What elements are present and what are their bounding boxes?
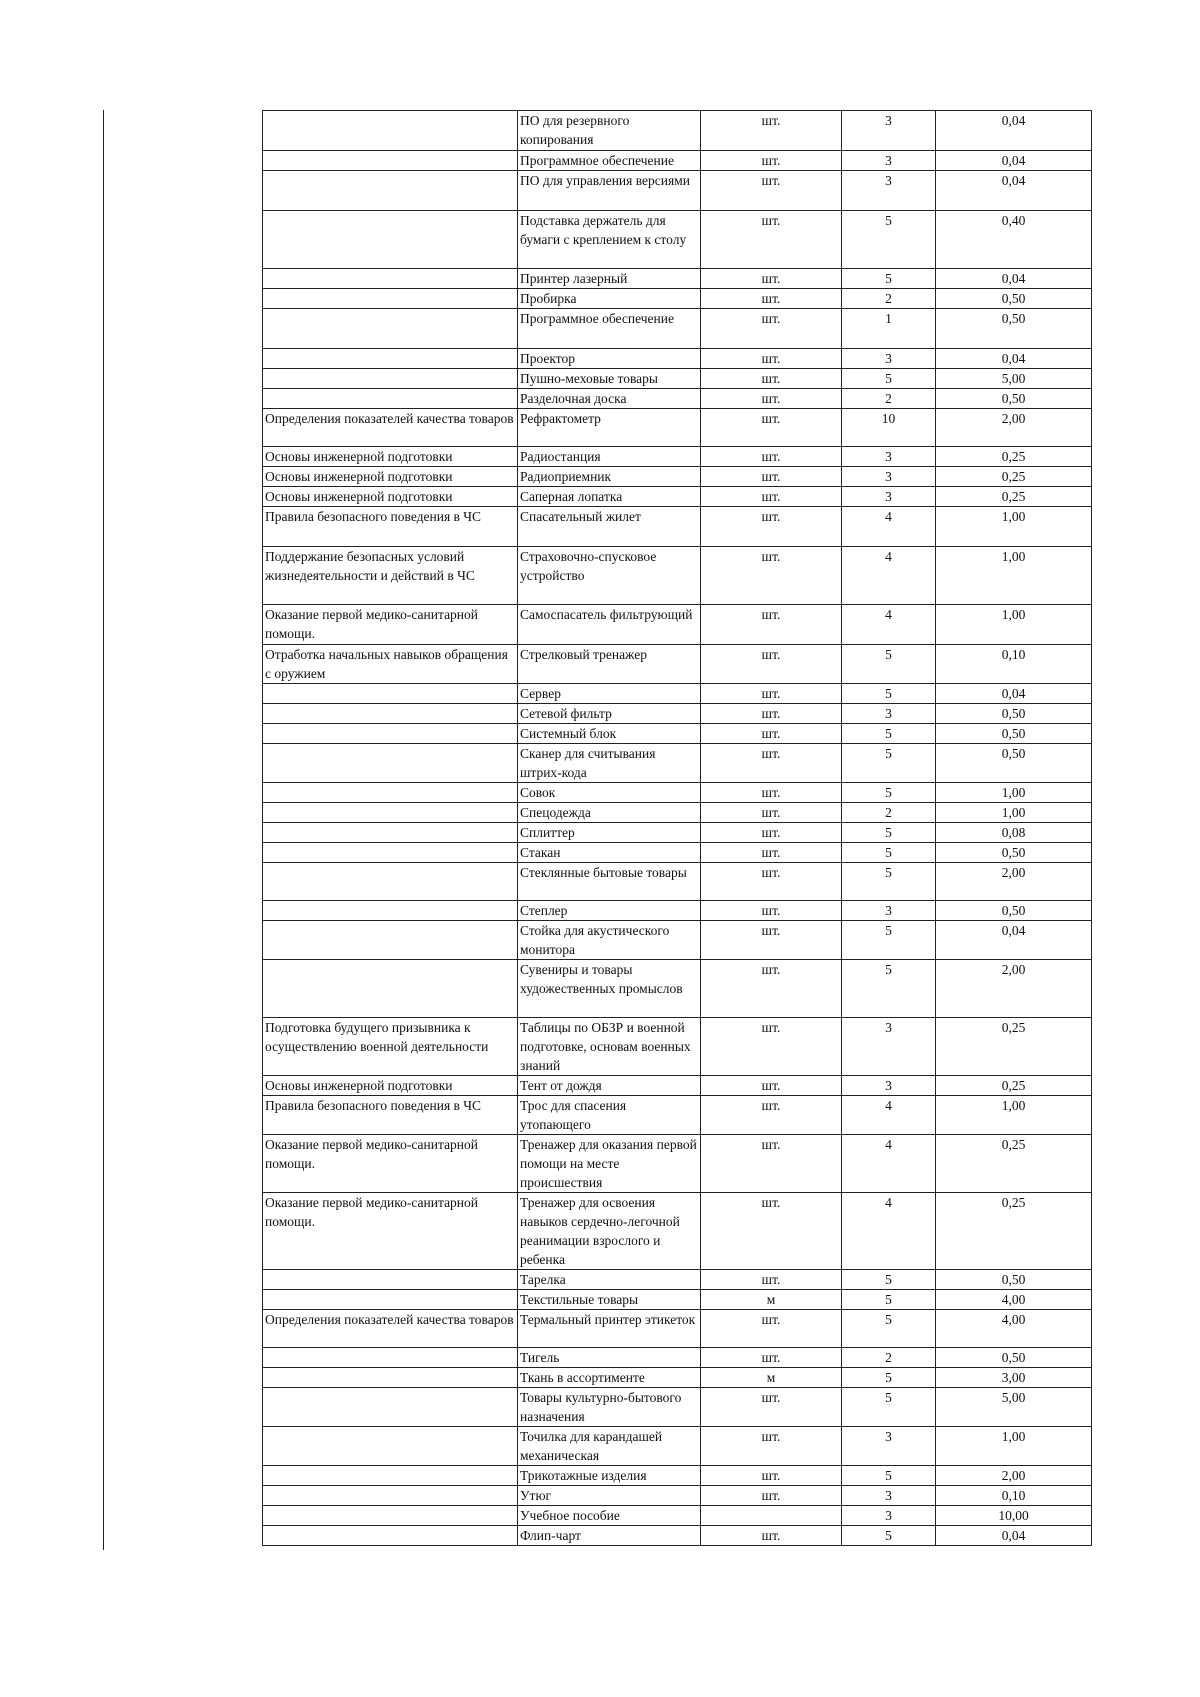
- discipline-cell: Подготовка будущего призывника к осуществлению военной деятельности: [263, 1018, 518, 1076]
- item-cell: Тренажер для освоения навыков сердечно-легочной реанимации взрослого и ребенка: [518, 1193, 701, 1270]
- item-cell: Совок: [518, 783, 701, 803]
- item-cell: Стрелковый тренажер: [518, 645, 701, 684]
- item-cell: Сервер: [518, 684, 701, 704]
- discipline-cell: [263, 803, 518, 823]
- discipline-cell: Оказание первой медико-санитарной помощи.: [263, 605, 518, 645]
- norm-cell: 0,04: [936, 111, 1092, 151]
- table-row: [263, 487, 1092, 507]
- norm-cell: 0,04: [936, 921, 1092, 960]
- unit-cell: шт.: [701, 605, 842, 645]
- table-row: [263, 704, 1092, 724]
- discipline-cell: Поддержание безопасных условий жизнедеятельности и действий в ЧС: [263, 547, 518, 605]
- discipline-cell: Правила безопасного поведения в ЧС: [263, 1096, 518, 1135]
- item-cell: Таблицы по ОБЗР и военной подготовке, основам военных знаний: [518, 1018, 701, 1076]
- discipline-cell: [263, 960, 518, 1018]
- table-row: [263, 1193, 1092, 1270]
- table-row: [263, 1290, 1092, 1310]
- quantity-cell: 5: [842, 823, 936, 843]
- table-row: [263, 960, 1092, 1018]
- quantity-cell: 3: [842, 111, 936, 151]
- unit-cell: шт.: [701, 684, 842, 704]
- quantity-cell: 3: [842, 901, 936, 921]
- table-row: [263, 1368, 1092, 1388]
- norm-cell: 1,00: [936, 803, 1092, 823]
- unit-cell: шт.: [701, 704, 842, 724]
- item-cell: ПО для управления версиями: [518, 171, 701, 211]
- quantity-cell: 3: [842, 1427, 936, 1466]
- quantity-cell: 4: [842, 1096, 936, 1135]
- quantity-cell: 5: [842, 1388, 936, 1427]
- item-cell: Флип-чарт: [518, 1526, 701, 1546]
- table-row: [263, 1348, 1092, 1368]
- discipline-cell: [263, 921, 518, 960]
- quantity-cell: 5: [842, 269, 936, 289]
- unit-cell: шт.: [701, 409, 842, 447]
- item-cell: Текстильные товары: [518, 1290, 701, 1310]
- quantity-cell: 5: [842, 645, 936, 684]
- quantity-cell: 3: [842, 447, 936, 467]
- unit-cell: шт.: [701, 843, 842, 863]
- norm-cell: 0,04: [936, 1526, 1092, 1546]
- discipline-cell: [263, 369, 518, 389]
- item-cell: Стойка для акустического монитора: [518, 921, 701, 960]
- quantity-cell: 2: [842, 1348, 936, 1368]
- discipline-cell: [263, 309, 518, 349]
- table-row: [263, 1018, 1092, 1076]
- table-row: [263, 269, 1092, 289]
- norm-cell: 1,00: [936, 547, 1092, 605]
- norm-cell: 0,50: [936, 389, 1092, 409]
- norm-cell: 2,00: [936, 863, 1092, 901]
- unit-cell: шт.: [701, 171, 842, 211]
- norm-cell: 2,00: [936, 960, 1092, 1018]
- table-row: [263, 369, 1092, 389]
- quantity-cell: 4: [842, 547, 936, 605]
- norm-cell: 1,00: [936, 783, 1092, 803]
- discipline-cell: [263, 901, 518, 921]
- item-cell: Тарелка: [518, 1270, 701, 1290]
- item-cell: Спасательный жилет: [518, 507, 701, 547]
- unit-cell: шт.: [701, 447, 842, 467]
- discipline-cell: [263, 211, 518, 269]
- norm-cell: 0,40: [936, 211, 1092, 269]
- quantity-cell: 5: [842, 369, 936, 389]
- norm-cell: 0,10: [936, 645, 1092, 684]
- unit-cell: шт.: [701, 1310, 842, 1348]
- table-row: [263, 211, 1092, 269]
- table-row: [263, 1506, 1092, 1526]
- discipline-cell: [263, 783, 518, 803]
- item-cell: Разделочная доска: [518, 389, 701, 409]
- unit-cell: шт.: [701, 151, 842, 171]
- unit-cell: шт.: [701, 369, 842, 389]
- norm-cell: 0,08: [936, 823, 1092, 843]
- norm-cell: 5,00: [936, 369, 1092, 389]
- unit-cell: шт.: [701, 289, 842, 309]
- unit-cell: шт.: [701, 211, 842, 269]
- unit-cell: шт.: [701, 823, 842, 843]
- norm-cell: 0,25: [936, 1193, 1092, 1270]
- item-cell: Принтер лазерный: [518, 269, 701, 289]
- unit-cell: шт.: [701, 901, 842, 921]
- table-row: [263, 507, 1092, 547]
- item-cell: Тренажер для оказания первой помощи на месте происшествия: [518, 1135, 701, 1193]
- item-cell: Радиоприемник: [518, 467, 701, 487]
- quantity-cell: 5: [842, 1368, 936, 1388]
- norm-cell: 0,50: [936, 843, 1092, 863]
- norm-cell: 0,04: [936, 349, 1092, 369]
- discipline-cell: Оказание первой медико-санитарной помощи.: [263, 1135, 518, 1193]
- unit-cell: шт.: [701, 783, 842, 803]
- discipline-cell: [263, 1270, 518, 1290]
- unit-cell: шт.: [701, 960, 842, 1018]
- quantity-cell: 5: [842, 783, 936, 803]
- discipline-cell: [263, 863, 518, 901]
- discipline-cell: Определения показателей качества товаров: [263, 409, 518, 447]
- quantity-cell: 2: [842, 389, 936, 409]
- table-row: [263, 409, 1092, 447]
- table-row: [263, 1486, 1092, 1506]
- quantity-cell: 4: [842, 605, 936, 645]
- unit-cell: шт.: [701, 389, 842, 409]
- quantity-cell: 5: [842, 843, 936, 863]
- table-row: [263, 309, 1092, 349]
- item-cell: Трикотажные изделия: [518, 1466, 701, 1486]
- discipline-cell: [263, 744, 518, 783]
- item-cell: Пробирка: [518, 289, 701, 309]
- item-cell: Программное обеспечение: [518, 309, 701, 349]
- norm-cell: 10,00: [936, 1506, 1092, 1526]
- quantity-cell: 1: [842, 309, 936, 349]
- table-row: [263, 467, 1092, 487]
- item-cell: Сплиттер: [518, 823, 701, 843]
- item-cell: Степлер: [518, 901, 701, 921]
- norm-cell: 3,00: [936, 1368, 1092, 1388]
- unit-cell: м: [701, 1368, 842, 1388]
- unit-cell: шт.: [701, 744, 842, 783]
- norm-cell: 0,25: [936, 1018, 1092, 1076]
- quantity-cell: 3: [842, 171, 936, 211]
- discipline-cell: [263, 1290, 518, 1310]
- table-row: [263, 1076, 1092, 1096]
- quantity-cell: 5: [842, 1466, 936, 1486]
- quantity-cell: 3: [842, 704, 936, 724]
- table-row: [263, 921, 1092, 960]
- quantity-cell: 5: [842, 684, 936, 704]
- quantity-cell: 5: [842, 211, 936, 269]
- quantity-cell: 5: [842, 960, 936, 1018]
- item-cell: Термальный принтер этикеток: [518, 1310, 701, 1348]
- unit-cell: шт.: [701, 547, 842, 605]
- item-cell: Тент от дождя: [518, 1076, 701, 1096]
- quantity-cell: 3: [842, 1076, 936, 1096]
- norm-cell: 0,50: [936, 289, 1092, 309]
- quantity-cell: 5: [842, 1526, 936, 1546]
- item-cell: Сувениры и товары художественных промыслов: [518, 960, 701, 1018]
- item-cell: Стеклянные бытовые товары: [518, 863, 701, 901]
- discipline-cell: [263, 111, 518, 151]
- table-row: [263, 547, 1092, 605]
- table-row: [263, 151, 1092, 171]
- table-row: [263, 744, 1092, 783]
- unit-cell: шт.: [701, 1270, 842, 1290]
- item-cell: Сканер для считывания штрих-кода: [518, 744, 701, 783]
- discipline-cell: Основы инженерной подготовки: [263, 487, 518, 507]
- item-cell: ПО для резервного копирования: [518, 111, 701, 151]
- table-row: [263, 1526, 1092, 1546]
- quantity-cell: 5: [842, 1310, 936, 1348]
- discipline-cell: [263, 151, 518, 171]
- norm-cell: 0,04: [936, 684, 1092, 704]
- discipline-cell: [263, 843, 518, 863]
- table-row: [263, 111, 1092, 151]
- table-row: [263, 823, 1092, 843]
- discipline-cell: [263, 704, 518, 724]
- discipline-cell: [263, 1368, 518, 1388]
- unit-cell: шт.: [701, 921, 842, 960]
- unit-cell: шт.: [701, 467, 842, 487]
- item-cell: Сетевой фильтр: [518, 704, 701, 724]
- norm-cell: 2,00: [936, 409, 1092, 447]
- left-margin-line: [103, 110, 104, 1550]
- discipline-cell: Основы инженерной подготовки: [263, 447, 518, 467]
- discipline-cell: Основы инженерной подготовки: [263, 467, 518, 487]
- discipline-cell: Отработка начальных навыков обращения с оружием: [263, 645, 518, 684]
- discipline-cell: [263, 1526, 518, 1546]
- quantity-cell: 5: [842, 921, 936, 960]
- unit-cell: шт.: [701, 863, 842, 901]
- quantity-cell: 5: [842, 724, 936, 744]
- unit-cell: шт.: [701, 1348, 842, 1368]
- norm-cell: 5,00: [936, 1388, 1092, 1427]
- item-cell: Страховочно-спусковое устройство: [518, 547, 701, 605]
- table-row: [263, 447, 1092, 467]
- quantity-cell: 3: [842, 487, 936, 507]
- discipline-cell: Определения показателей качества товаров: [263, 1310, 518, 1348]
- unit-cell: шт.: [701, 111, 842, 151]
- equipment-table-body: [263, 111, 1092, 1546]
- norm-cell: 4,00: [936, 1290, 1092, 1310]
- table-row: [263, 843, 1092, 863]
- quantity-cell: 3: [842, 1506, 936, 1526]
- item-cell: Радиостанция: [518, 447, 701, 467]
- item-cell: Пушно-меховые товары: [518, 369, 701, 389]
- unit-cell: шт.: [701, 1486, 842, 1506]
- quantity-cell: 2: [842, 803, 936, 823]
- quantity-cell: 4: [842, 1193, 936, 1270]
- table-row: [263, 1388, 1092, 1427]
- norm-cell: 1,00: [936, 1096, 1092, 1135]
- quantity-cell: 10: [842, 409, 936, 447]
- norm-cell: 0,04: [936, 171, 1092, 211]
- discipline-cell: [263, 289, 518, 309]
- discipline-cell: [263, 171, 518, 211]
- item-cell: Утюг: [518, 1486, 701, 1506]
- unit-cell: [701, 1506, 842, 1526]
- item-cell: Трос для спасения утопающего: [518, 1096, 701, 1135]
- discipline-cell: [263, 349, 518, 369]
- unit-cell: шт.: [701, 1427, 842, 1466]
- unit-cell: шт.: [701, 507, 842, 547]
- item-cell: Саперная лопатка: [518, 487, 701, 507]
- table-row: [263, 863, 1092, 901]
- item-cell: Проектор: [518, 349, 701, 369]
- discipline-cell: [263, 684, 518, 704]
- quantity-cell: 5: [842, 744, 936, 783]
- quantity-cell: 3: [842, 1018, 936, 1076]
- equipment-table: [262, 110, 1092, 1546]
- item-cell: Тигель: [518, 1348, 701, 1368]
- table-row: [263, 1310, 1092, 1348]
- discipline-cell: [263, 823, 518, 843]
- unit-cell: шт.: [701, 803, 842, 823]
- item-cell: Стакан: [518, 843, 701, 863]
- item-cell: Ткань в ассортименте: [518, 1368, 701, 1388]
- unit-cell: шт.: [701, 1135, 842, 1193]
- norm-cell: 0,25: [936, 447, 1092, 467]
- table-row: [263, 803, 1092, 823]
- table-row: [263, 289, 1092, 309]
- quantity-cell: 3: [842, 349, 936, 369]
- quantity-cell: 2: [842, 289, 936, 309]
- quantity-cell: 5: [842, 1270, 936, 1290]
- item-cell: Товары культурно-бытового назначения: [518, 1388, 701, 1427]
- norm-cell: 1,00: [936, 507, 1092, 547]
- discipline-cell: [263, 389, 518, 409]
- discipline-cell: [263, 1348, 518, 1368]
- norm-cell: 0,04: [936, 151, 1092, 171]
- table-row: [263, 171, 1092, 211]
- unit-cell: шт.: [701, 1018, 842, 1076]
- discipline-cell: [263, 269, 518, 289]
- norm-cell: 0,25: [936, 487, 1092, 507]
- unit-cell: шт.: [701, 309, 842, 349]
- quantity-cell: 4: [842, 1135, 936, 1193]
- quantity-cell: 3: [842, 151, 936, 171]
- quantity-cell: 3: [842, 1486, 936, 1506]
- discipline-cell: [263, 1466, 518, 1486]
- norm-cell: 0,50: [936, 704, 1092, 724]
- table-row: [263, 1096, 1092, 1135]
- unit-cell: шт.: [701, 1526, 842, 1546]
- table-row: [263, 1135, 1092, 1193]
- quantity-cell: 4: [842, 507, 936, 547]
- norm-cell: 0,04: [936, 269, 1092, 289]
- norm-cell: 0,50: [936, 1348, 1092, 1368]
- norm-cell: 4,00: [936, 1310, 1092, 1348]
- norm-cell: 0,50: [936, 309, 1092, 349]
- norm-cell: 0,50: [936, 724, 1092, 744]
- norm-cell: 0,50: [936, 901, 1092, 921]
- unit-cell: шт.: [701, 1096, 842, 1135]
- item-cell: Подставка держатель для бумаги с креплением к столу: [518, 211, 701, 269]
- table-row: [263, 684, 1092, 704]
- unit-cell: шт.: [701, 1388, 842, 1427]
- discipline-cell: [263, 1506, 518, 1526]
- norm-cell: 0,25: [936, 467, 1092, 487]
- unit-cell: шт.: [701, 724, 842, 744]
- quantity-cell: 5: [842, 863, 936, 901]
- norm-cell: 1,00: [936, 605, 1092, 645]
- unit-cell: шт.: [701, 1193, 842, 1270]
- table-row: [263, 901, 1092, 921]
- table-row: [263, 1466, 1092, 1486]
- unit-cell: шт.: [701, 645, 842, 684]
- discipline-cell: Основы инженерной подготовки: [263, 1076, 518, 1096]
- discipline-cell: Оказание первой медико-санитарной помощи.: [263, 1193, 518, 1270]
- norm-cell: 0,50: [936, 744, 1092, 783]
- norm-cell: 0,50: [936, 1270, 1092, 1290]
- unit-cell: шт.: [701, 1076, 842, 1096]
- norm-cell: 2,00: [936, 1466, 1092, 1486]
- table-row: [263, 783, 1092, 803]
- discipline-cell: [263, 724, 518, 744]
- unit-cell: шт.: [701, 487, 842, 507]
- norm-cell: 0,25: [936, 1135, 1092, 1193]
- discipline-cell: [263, 1486, 518, 1506]
- discipline-cell: [263, 1388, 518, 1427]
- table-row: [263, 605, 1092, 645]
- unit-cell: м: [701, 1290, 842, 1310]
- unit-cell: шт.: [701, 269, 842, 289]
- table-row: [263, 1427, 1092, 1466]
- item-cell: Спецодежда: [518, 803, 701, 823]
- table-row: [263, 389, 1092, 409]
- quantity-cell: 3: [842, 467, 936, 487]
- item-cell: Системный блок: [518, 724, 701, 744]
- unit-cell: шт.: [701, 349, 842, 369]
- item-cell: Программное обеспечение: [518, 151, 701, 171]
- table-row: [263, 349, 1092, 369]
- norm-cell: 1,00: [936, 1427, 1092, 1466]
- discipline-cell: Правила безопасного поведения в ЧС: [263, 507, 518, 547]
- table-row: [263, 1270, 1092, 1290]
- item-cell: Точилка для карандашей механическая: [518, 1427, 701, 1466]
- norm-cell: 0,25: [936, 1076, 1092, 1096]
- quantity-cell: 5: [842, 1290, 936, 1310]
- unit-cell: шт.: [701, 1466, 842, 1486]
- table-row: [263, 645, 1092, 684]
- table-row: [263, 724, 1092, 744]
- norm-cell: 0,10: [936, 1486, 1092, 1506]
- item-cell: Рефрактометр: [518, 409, 701, 447]
- item-cell: Самоспасатель фильтрующий: [518, 605, 701, 645]
- discipline-cell: [263, 1427, 518, 1466]
- item-cell: Учебное пособие: [518, 1506, 701, 1526]
